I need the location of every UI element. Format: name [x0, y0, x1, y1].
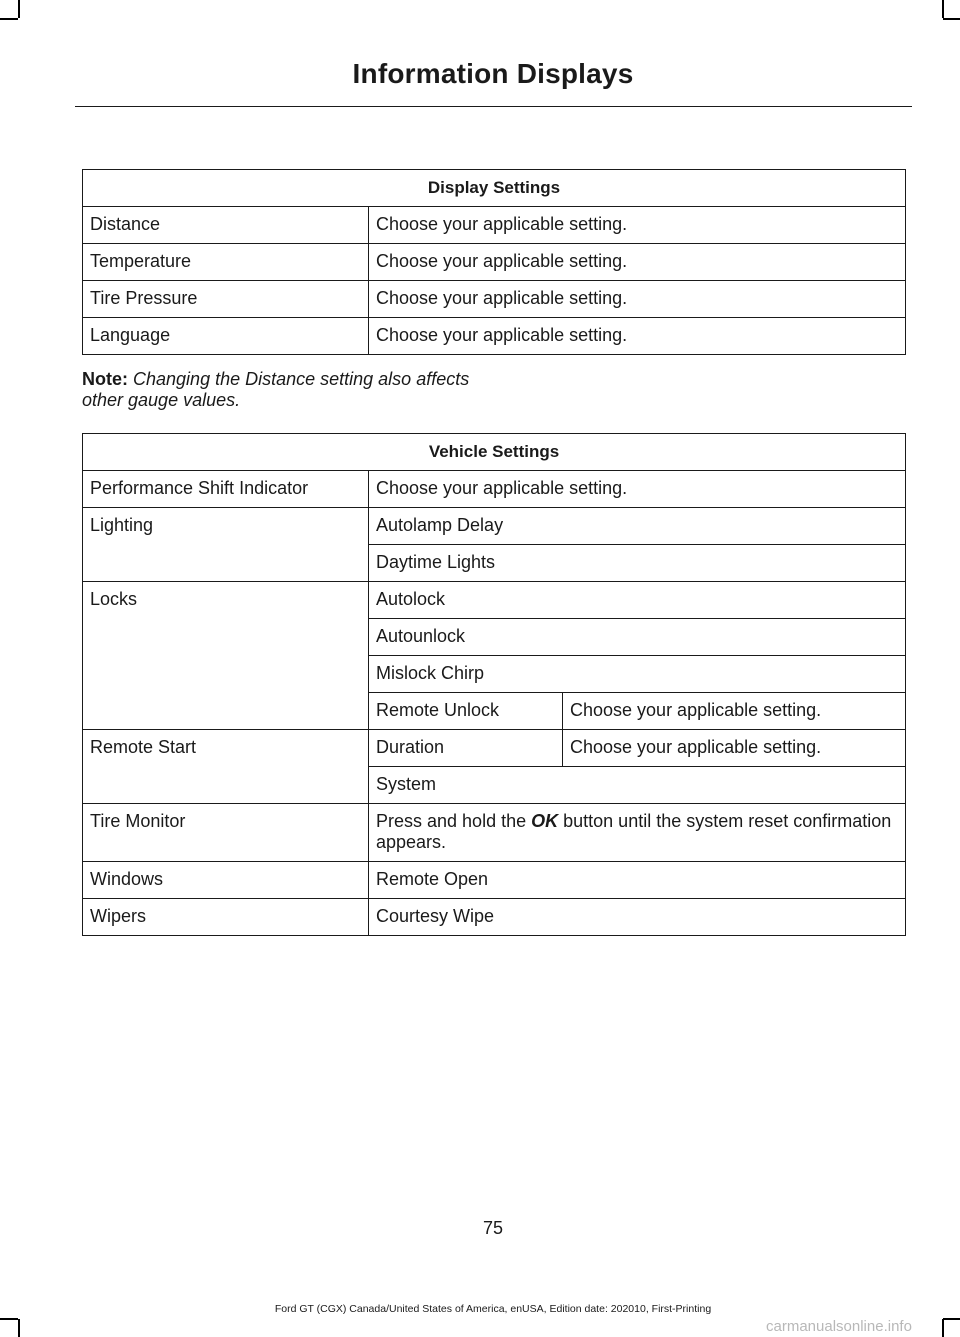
crop-mark [943, 18, 960, 20]
watermark: carmanualsonline.info [766, 1318, 912, 1335]
row-value: Daytime Lights [369, 545, 906, 582]
row-sub-label: Remote Unlock [369, 693, 563, 730]
note-text: Changing the Distance setting also affects other gauge values. [82, 369, 470, 410]
header-divider [75, 106, 912, 107]
table-row [83, 862, 906, 899]
table-header-row [83, 170, 906, 207]
note [82, 369, 502, 411]
table-row [83, 471, 906, 508]
row-value: Choose your applicable setting. [369, 318, 906, 355]
table-row [83, 244, 906, 281]
row-value: Choose your applicable setting. [369, 207, 906, 244]
row-label: Temperature [83, 244, 369, 281]
row-label: Lighting [83, 508, 369, 582]
tire-monitor-text-before: Press and hold the [376, 811, 527, 831]
note-label: Note: [82, 369, 128, 389]
row-sub-label: Duration [369, 730, 563, 767]
row-value: Autounlock [369, 619, 906, 656]
row-value [369, 804, 906, 862]
footer-edition-info: Ford GT (CGX) Canada/United States of America, enUSA, Edition date: 202010, First-Printing [274, 1303, 712, 1315]
row-value: System [369, 767, 906, 804]
row-value: Choose your applicable setting. [369, 471, 906, 508]
table-row [83, 899, 906, 936]
row-label: Tire Monitor [83, 804, 369, 862]
vehicle-settings-table [82, 433, 906, 936]
display-settings-table [82, 169, 906, 355]
row-value: Mislock Chirp [369, 656, 906, 693]
crop-mark [942, 0, 944, 18]
row-label: Windows [83, 862, 369, 899]
row-value: Choose your applicable setting. [563, 730, 906, 767]
row-label: Tire Pressure [83, 281, 369, 318]
page-title: Information Displays [352, 58, 634, 89]
row-label: Remote Start [83, 730, 369, 804]
row-value: Remote Open [369, 862, 906, 899]
page-number: 75 [482, 1218, 504, 1238]
tire-monitor-text-after: button until the system reset confirmation appears. [376, 811, 892, 852]
ok-button-label: OK [531, 811, 559, 831]
row-label: Language [83, 318, 369, 355]
row-label: Wipers [83, 899, 369, 936]
row-value: Choose your applicable setting. [563, 693, 906, 730]
display-settings-title: Display Settings [83, 170, 906, 207]
row-value: Autolamp Delay [369, 508, 906, 545]
crop-mark [942, 1319, 944, 1337]
table-row [83, 207, 906, 244]
table-row [83, 730, 906, 767]
row-label: Performance Shift Indicator [83, 471, 369, 508]
crop-mark [18, 0, 20, 18]
crop-mark [0, 1318, 18, 1320]
table-row [83, 318, 906, 355]
row-value: Choose your applicable setting. [369, 244, 906, 281]
row-value: Courtesy Wipe [369, 899, 906, 936]
row-label: Locks [83, 582, 369, 730]
crop-mark [18, 1319, 20, 1337]
row-value: Choose your applicable setting. [369, 281, 906, 318]
vehicle-settings-title: Vehicle Settings [83, 434, 906, 471]
table-row [83, 804, 906, 862]
table-row [83, 281, 906, 318]
row-label: Distance [83, 207, 369, 244]
table-row [83, 582, 906, 619]
row-value: Autolock [369, 582, 906, 619]
table-row [83, 508, 906, 545]
crop-mark [0, 18, 18, 20]
table-header-row [83, 434, 906, 471]
crop-mark [943, 1318, 960, 1320]
